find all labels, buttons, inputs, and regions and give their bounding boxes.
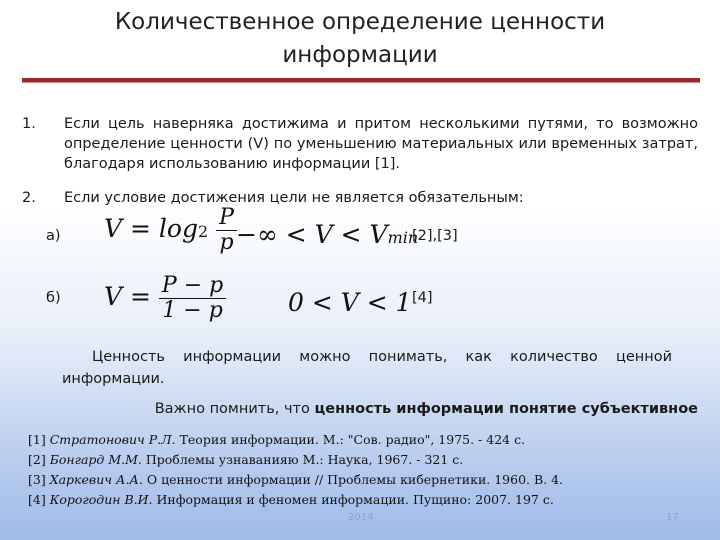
reference-item: [3] Харкевич А.А. О ценности информации // Проблемы кибернетики. 1960. В. 4.: [28, 472, 564, 487]
inequality-b-text: 0 < V < 1: [288, 288, 412, 317]
inequality-a-sub: min: [387, 228, 419, 247]
formula-b-fraction: [159, 274, 226, 323]
fraction-denominator: p: [219, 230, 234, 255]
important-bold: ценность информации понятие субъективное: [314, 401, 698, 417]
inequality-b: [288, 288, 412, 317]
value-paragraph: Ценность информации можно понимать, как количество ценной информации.: [62, 349, 672, 387]
formula-a-base: 2: [197, 222, 209, 241]
important-note: [0, 398, 698, 420]
title-divider: [22, 78, 700, 83]
slide-title-line1: Количественное определение ценности: [114, 9, 606, 35]
list-number: 2.: [22, 190, 36, 206]
formula-a-lhs: V = log: [104, 214, 198, 243]
footer-page-number: 17: [666, 512, 679, 523]
slide-title: [0, 6, 720, 72]
fraction-denominator: 1 − p: [162, 298, 223, 323]
reference-item: [4] Корогодин В.И. Информация и феномен информации. Пущино: 2007. 197 с.: [28, 492, 554, 507]
case-b-ref: [4]: [412, 290, 433, 306]
formula-b-lhs: V =: [104, 282, 151, 311]
inequality-a-text: −∞ < V < V: [236, 220, 388, 249]
formula-a-fraction: [216, 206, 237, 255]
list-text: Если условие достижения цели не является обязательным:: [64, 190, 524, 206]
list-number: 1.: [22, 116, 36, 132]
reference-item: [1] Стратонович Р.Л. Теория информации. М.: "Сов. радио", 1975. - 424 с.: [28, 432, 526, 447]
important-prefix: Важно помнить, что: [154, 401, 315, 417]
reference-item: [2] Бонгард М.М. Проблемы узнаванияю М.: Наука, 1967. - 321 с.: [28, 452, 464, 467]
inequality-a: [236, 220, 418, 249]
case-a-ref: [2],[3]: [412, 228, 458, 244]
slide-title-line2: информации: [282, 42, 438, 68]
footer-year: 2014: [348, 512, 374, 523]
formula-b: [104, 274, 226, 323]
fraction-numerator: P: [216, 206, 237, 231]
case-b-label: б): [46, 290, 61, 306]
references-list: [28, 430, 563, 510]
list-text: Если цель наверняка достижима и притом несколькими путями, то возможно определение ценности (V) по уменьшению материальных или временных затрат, благодаря использованию информации [1].: [64, 116, 698, 172]
fraction-numerator: P − p: [159, 274, 226, 299]
case-a-label: а): [46, 228, 61, 244]
formula-a: [104, 206, 237, 255]
